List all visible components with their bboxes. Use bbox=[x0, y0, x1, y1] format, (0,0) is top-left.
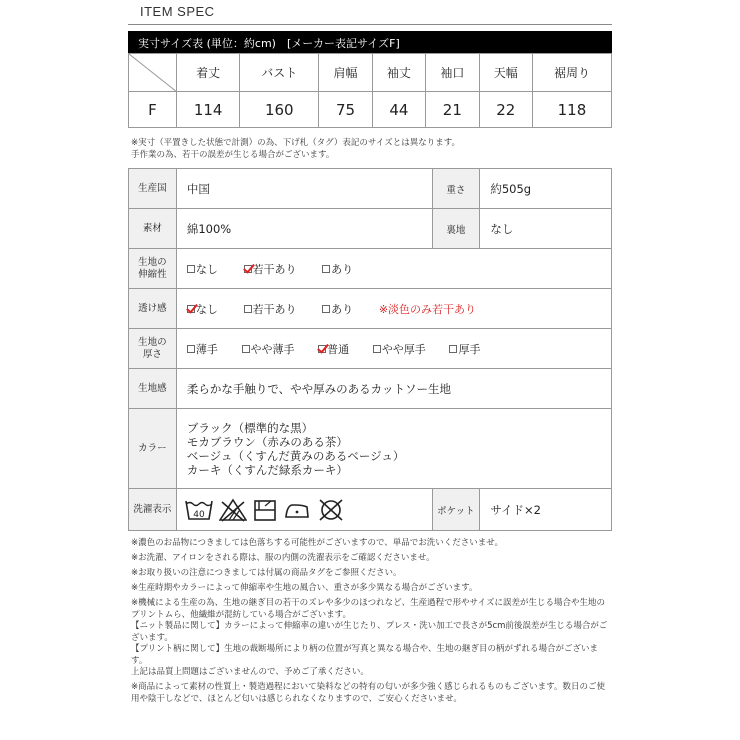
lining-value: なし bbox=[480, 209, 612, 249]
size-value: 21 bbox=[426, 92, 479, 128]
spec-row-origin bbox=[129, 169, 612, 209]
size-header-bust: バスト bbox=[240, 54, 319, 92]
material-value: 綿100% bbox=[176, 209, 432, 249]
header-divider bbox=[128, 24, 612, 25]
pocket-label: ポケット bbox=[432, 489, 480, 531]
stretch-options bbox=[176, 249, 611, 289]
option-none bbox=[187, 261, 218, 277]
option-none bbox=[187, 301, 218, 317]
care-note: 【ニット製品に関して】カラーによって伸縮率の違いが生じたり、プレス・洗い加工で長さが5cm前後誤差が生じる場合がございます。 bbox=[131, 621, 608, 643]
option-yes bbox=[322, 261, 353, 277]
checked-checkbox-icon bbox=[244, 265, 252, 273]
thickness-options bbox=[176, 329, 611, 369]
size-table bbox=[128, 53, 612, 128]
option-label: あり bbox=[331, 302, 354, 316]
size-note-line: 手作業の為、若干の誤差が生じる場合がございます。 bbox=[131, 150, 335, 160]
option-slightly-thick bbox=[373, 341, 426, 357]
thickness-label-line: 生地の bbox=[138, 336, 167, 348]
section-title: ITEM SPEC bbox=[140, 4, 215, 19]
option-label: あり bbox=[331, 262, 354, 276]
size-header-hem: 裾周り bbox=[532, 54, 611, 92]
material-label: 素材 bbox=[129, 209, 177, 249]
spec-table bbox=[128, 168, 612, 531]
size-header-sleeve: 袖丈 bbox=[372, 54, 425, 92]
checkbox-icon bbox=[242, 345, 250, 353]
weight-label: 重さ bbox=[432, 169, 480, 209]
diagonal-line-icon bbox=[129, 54, 177, 92]
size-value: 44 bbox=[372, 92, 425, 128]
option-label: 厚手 bbox=[458, 342, 481, 356]
size-value: 160 bbox=[240, 92, 319, 128]
color-list bbox=[176, 409, 611, 489]
no-dryclean-icon bbox=[317, 498, 345, 522]
color-item: ベージュ（くすんだ黄みのあるベージュ） bbox=[186, 448, 405, 463]
size-header-length: 着丈 bbox=[177, 54, 240, 92]
thickness-label bbox=[129, 329, 177, 369]
thickness-label-line: 厚さ bbox=[142, 348, 162, 360]
checkbox-icon bbox=[449, 345, 457, 353]
stretch-label-line: 伸縮性 bbox=[138, 268, 167, 280]
option-label: 若干あり bbox=[252, 302, 297, 316]
option-slight bbox=[244, 301, 297, 317]
size-value-row bbox=[129, 92, 612, 128]
spec-row-texture bbox=[129, 369, 612, 409]
spec-row-colors bbox=[129, 409, 612, 489]
care-note: 【プリント柄に関して】生地の裁断場所により柄の位置が写真と異なる場合や、生地の継ぎ目の柄がずれる場合がございます。 bbox=[131, 644, 598, 666]
color-label: カラー bbox=[129, 409, 177, 489]
origin-label: 生産国 bbox=[129, 169, 177, 209]
option-slight bbox=[244, 261, 297, 277]
wash-label: 洗濯表示 bbox=[129, 489, 177, 531]
size-row-label: F bbox=[129, 92, 177, 128]
option-label: やや薄手 bbox=[250, 342, 295, 356]
size-table-title-bar: 実寸サイズ表 (単位：約cm) [メーカー表記サイズF] bbox=[128, 31, 612, 53]
option-thick bbox=[449, 341, 480, 357]
care-note: ※生産時期やカラーによって伸縮率や生地の風合い、重さが多少異なる場合がございます。 bbox=[131, 583, 478, 593]
option-label: やや厚手 bbox=[381, 342, 426, 356]
checkbox-icon bbox=[322, 305, 330, 313]
option-slightly-thin bbox=[242, 341, 295, 357]
color-item: モカブラウン（赤みのある茶） bbox=[186, 434, 348, 449]
spec-row-material bbox=[129, 209, 612, 249]
care-note: ※商品によって素材の性質上・製造過程において染料などの特有の匂いが多少強く感じられるものもございます。数日のご使用や陰干しなどで、ほとんど匂いは感じられなくなりますので、ご安心くださいませ。 bbox=[131, 682, 605, 704]
weight-value: 約505g bbox=[480, 169, 612, 209]
size-note bbox=[131, 137, 611, 161]
care-note: ※お取り扱いの注意につきましては付属の商品タグをご参照ください。 bbox=[131, 568, 402, 578]
spec-row-sheer bbox=[129, 289, 612, 329]
wash-40-icon bbox=[185, 498, 213, 522]
checked-checkbox-icon bbox=[187, 305, 195, 313]
color-item: カーキ（くすんだ緑系カーキ） bbox=[186, 462, 348, 477]
color-item: ブラック（標準的な黒） bbox=[186, 420, 314, 435]
option-thin bbox=[187, 341, 218, 357]
option-label: なし bbox=[195, 302, 218, 316]
checkbox-icon bbox=[322, 265, 330, 273]
checkbox-icon bbox=[244, 305, 252, 313]
option-label: 普通 bbox=[327, 342, 350, 356]
checked-checkbox-icon bbox=[318, 345, 326, 353]
care-note: ※濃色のお品物につきましては色落ちする可能性がございますので、単品でお洗いくださいませ。 bbox=[131, 538, 504, 548]
diagonal-corner-cell bbox=[129, 54, 177, 92]
stretch-label-line: 生地の bbox=[138, 256, 167, 268]
spec-row-stretch bbox=[129, 249, 612, 289]
spec-row-wash bbox=[129, 489, 612, 531]
care-note: 上記は品質上問題はございませんので、予めご了承ください。 bbox=[131, 667, 369, 677]
option-label: なし bbox=[195, 262, 218, 276]
iron-icon bbox=[283, 498, 311, 522]
wash-symbols bbox=[176, 489, 432, 531]
section-header bbox=[128, 2, 612, 26]
checkbox-icon bbox=[187, 265, 195, 273]
option-label: 若干あり bbox=[252, 262, 297, 276]
size-header-shoulder: 肩幅 bbox=[319, 54, 372, 92]
size-header-neck: 天幅 bbox=[479, 54, 532, 92]
size-header-cuff: 袖口 bbox=[426, 54, 479, 92]
texture-label: 生地感 bbox=[129, 369, 177, 409]
stretch-label bbox=[129, 249, 177, 289]
origin-value: 中国 bbox=[176, 169, 432, 209]
size-value: 114 bbox=[177, 92, 240, 128]
lining-label: 裏地 bbox=[432, 209, 480, 249]
size-value: 22 bbox=[479, 92, 532, 128]
option-yes bbox=[322, 301, 353, 317]
dry-icon bbox=[253, 498, 277, 522]
size-header-row bbox=[129, 54, 612, 92]
size-value: 75 bbox=[319, 92, 372, 128]
checkbox-icon bbox=[373, 345, 381, 353]
wash-temp: 40 bbox=[193, 509, 205, 520]
sheer-options bbox=[176, 289, 611, 329]
size-value: 118 bbox=[532, 92, 611, 128]
sheer-label: 透け感 bbox=[129, 289, 177, 329]
option-normal bbox=[318, 341, 349, 357]
care-note: ※お洗濯、アイロンをされる際は、服の内側の洗濯表示をご確認くださいませ。 bbox=[131, 553, 435, 563]
pocket-value: サイド×2 bbox=[480, 489, 612, 531]
checkbox-icon bbox=[187, 345, 195, 353]
care-notes bbox=[131, 538, 611, 709]
no-bleach-icon bbox=[219, 498, 247, 522]
option-label: 薄手 bbox=[195, 342, 218, 356]
care-note: ※機械による生産の為、生地の継ぎ目の若干のズレや多少のほつれなど、生産過程で形やサイズに誤差が生じる場合や生地のプリントムら、他繊維が混紡している場合がございます。 bbox=[131, 598, 605, 620]
size-note-line: ※実寸（平置きした状態で計測）の為、下げ札（タグ）表記のサイズとは異なります。 bbox=[131, 138, 461, 148]
spec-row-thickness bbox=[129, 329, 612, 369]
sheer-note: ※淡色のみ若干あり bbox=[378, 302, 477, 316]
texture-value: 柔らかな手触りで、やや厚みのあるカットソー生地 bbox=[176, 369, 611, 409]
